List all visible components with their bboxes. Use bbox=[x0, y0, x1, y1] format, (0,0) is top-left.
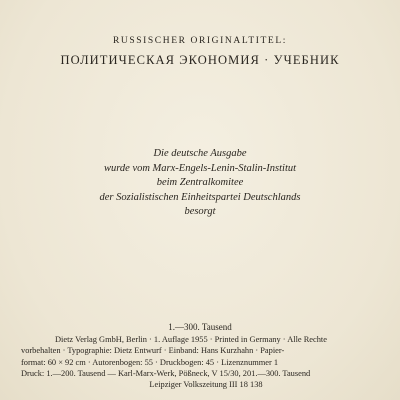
edition-note-line: der Sozialistischen Einheitspartei Deutschlands bbox=[99, 191, 301, 203]
edition-note-line: wurde vom Marx-Engels-Lenin-Stalin-Institut bbox=[103, 162, 297, 174]
edition-note-line: Die deutsche Ausgabe bbox=[153, 148, 247, 159]
imprint-line: Leipziger Volkszeitung III 18 138 bbox=[149, 380, 263, 390]
original-title-label: RUSSISCHER ORIGINALTITEL: bbox=[113, 36, 287, 46]
imprint-block bbox=[21, 334, 391, 390]
imprint-line: Druck: 1.—200. Tausend — Karl-Marx-Werk, Pößneck, V 15/30, 201.—300. Tausend bbox=[21, 368, 311, 378]
original-title: ПОЛИТИЧЕСКАЯ ЭКОНОМИЯ · УЧЕБНИК bbox=[60, 53, 340, 67]
edition-note-line: beim Zentralkomitee bbox=[156, 177, 244, 188]
print-run: 1.—300. Tausend bbox=[168, 322, 232, 332]
imprint-line: format: 60 × 92 cm · Autorenbogen: 55 · Druckbogen: 45 · Lizenznummer 1 bbox=[21, 357, 279, 367]
edition-note-line: besorgt bbox=[184, 206, 216, 217]
edition-note bbox=[0, 147, 400, 220]
imprint-line: vorbehalten · Typographie: Dietz Entwurf · Einband: Hans Kurzhahn · Papier- bbox=[21, 346, 285, 356]
imprint-line: Dietz Verlag GmbH, Berlin · 1. Auflage 1955 · Printed in Germany · Alle Rechte bbox=[55, 335, 327, 344]
